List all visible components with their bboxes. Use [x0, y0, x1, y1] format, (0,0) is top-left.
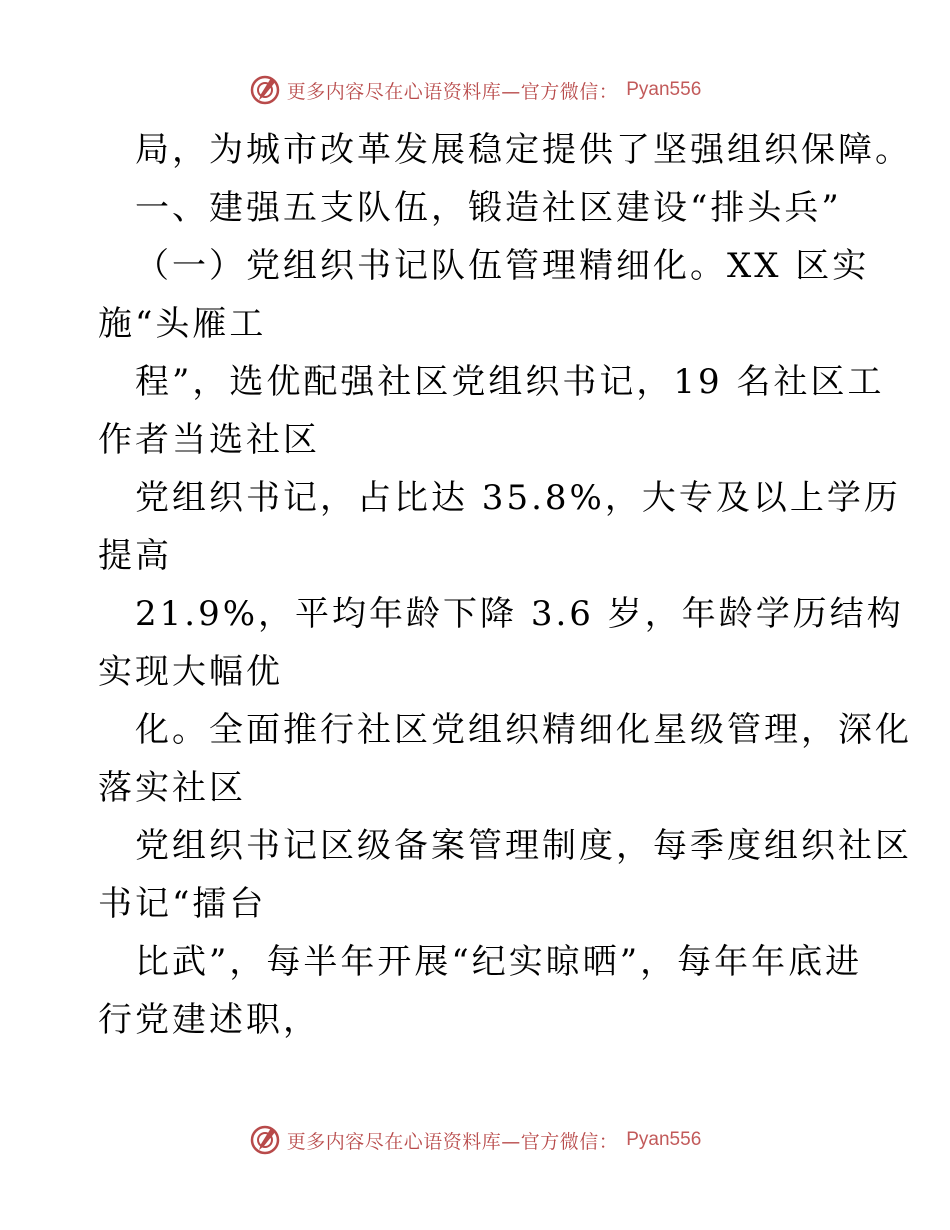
text-line: 书记“擂台 — [98, 884, 267, 924]
watermark-handle: Pyan556 — [626, 79, 702, 100]
text-line: 程”，选优配强社区党组织书记，19 名社区工 — [135, 362, 885, 402]
header-watermark — [0, 70, 950, 110]
text-line: 实现大幅优 — [98, 652, 283, 692]
text-line: 提高 — [98, 536, 172, 576]
watermark-text: 更多内容尽在心语资料库—官方微信： — [286, 1130, 619, 1153]
text-line: 党组织书记区级备案管理制度，每季度组织社区 — [135, 826, 912, 866]
text-line: 行党建述职， — [98, 1000, 320, 1040]
text-line: 21.9%，平均年龄下降 3.6 岁，年龄学历结构 — [135, 594, 904, 634]
text-line: 落实社区 — [98, 768, 246, 808]
watermark-text: 更多内容尽在心语资料库—官方微信： — [286, 80, 619, 103]
text-line: 党组织书记，占比达 35.8%，大专及以上学历 — [135, 478, 901, 518]
watermark-handle: Pyan556 — [626, 1129, 702, 1150]
section-heading: 一、建强五支队伍，锻造社区建设“排头兵” — [135, 188, 842, 228]
footer-watermark — [0, 1120, 950, 1160]
text-line: 化。全面推行社区党组织精细化星级管理，深化 — [135, 710, 912, 750]
text-line: （一）党组织书记队伍管理精细化。XX 区实 — [135, 246, 870, 286]
quill-seal-icon — [249, 74, 281, 106]
text-line: 局，为城市改革发展稳定提供了坚强组织保障。 — [135, 130, 912, 170]
text-line: 施“头雁工 — [98, 304, 267, 344]
text-line: 比武”，每半年开展“纪实晾晒”，每年年底进 — [135, 942, 863, 982]
text-line: 作者当选社区 — [98, 420, 320, 460]
quill-seal-icon — [249, 1124, 281, 1156]
